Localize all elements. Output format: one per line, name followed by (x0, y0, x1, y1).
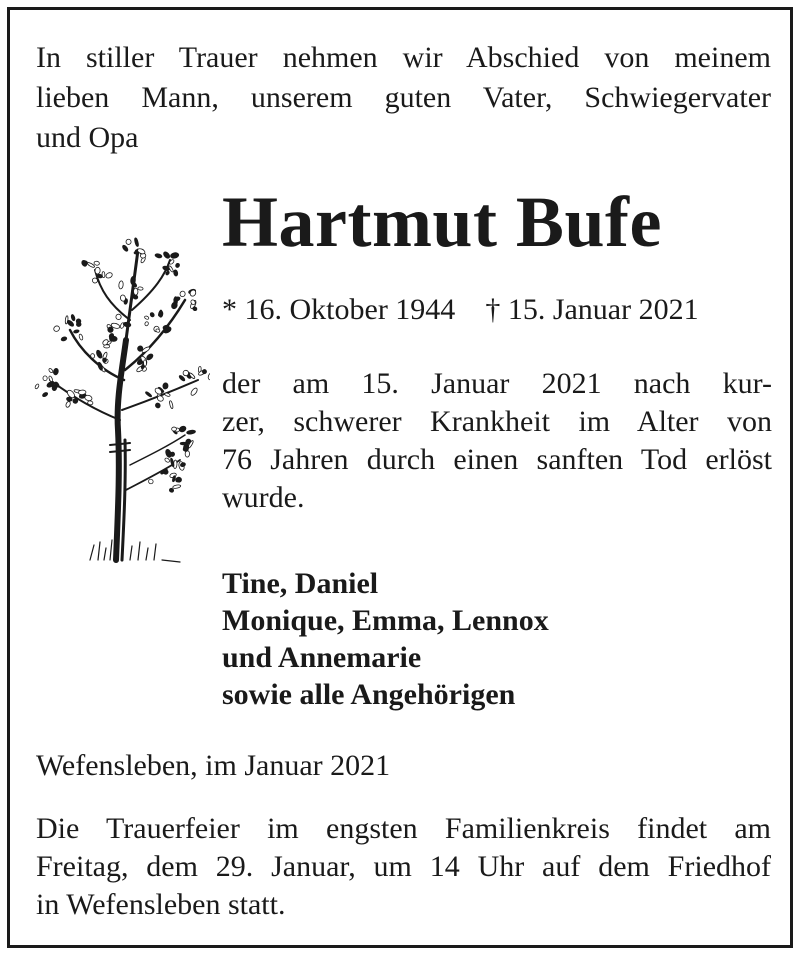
service-line: Freitag, dem 29. Januar, um 14 Uhr auf dem Friedhof (36, 850, 771, 883)
obituary-frame (7, 7, 793, 948)
family-line: Tine, Daniel (222, 567, 379, 600)
family-line: und Annemarie (222, 641, 422, 674)
service-line: in Wefensleben statt. (36, 888, 286, 921)
place-and-date: Wefensleben, im Januar 2021 (36, 749, 391, 782)
family-line: Monique, Emma, Lennox (222, 604, 549, 637)
life-dates (222, 292, 699, 328)
description-line: zer, schwerer Krankheit im Alter von (222, 405, 772, 438)
intro-line: lieben Mann, unserem guten Vater, Schwiegervater (36, 81, 771, 114)
deceased-name: Hartmut Bufe (222, 182, 662, 262)
death-date: † 15. Januar 2021 (485, 293, 699, 326)
birth-date: * 16. Oktober 1944 (222, 293, 456, 326)
family-line: sowie alle Angehörigen (222, 678, 516, 711)
description-line: der am 15. Januar 2021 nach kur- (222, 367, 772, 400)
death-description (222, 365, 772, 517)
intro-line: und Opa (36, 121, 139, 154)
tree-illustration-icon (30, 230, 210, 570)
funeral-service-notice (36, 810, 771, 924)
service-line: Die Trauerfeier im engsten Familienkreis findet am (36, 812, 771, 845)
description-line: wurde. (222, 481, 305, 514)
description-line: 76 Jahren durch einen sanften Tod erlöst (222, 443, 772, 476)
family-signature (222, 565, 549, 713)
intro-line: In stiller Trauer nehmen wir Abschied von meinem (36, 41, 771, 74)
intro-text (36, 38, 771, 158)
